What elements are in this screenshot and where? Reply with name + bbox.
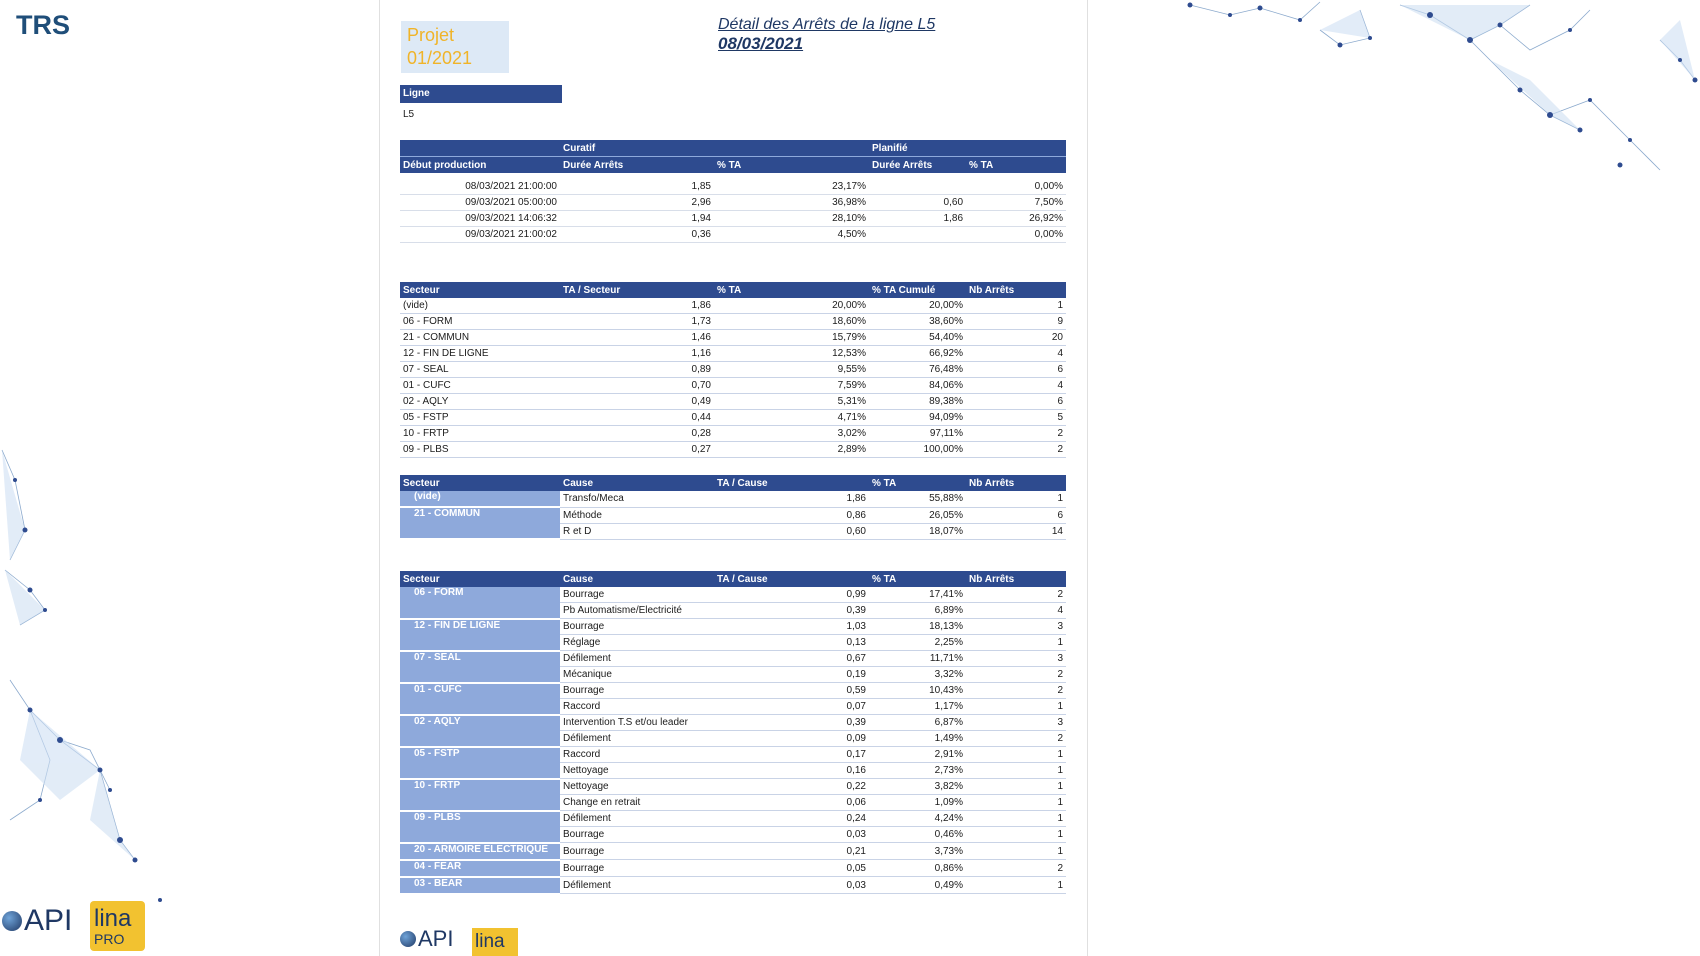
col-header: Nb Arrêts <box>966 571 1066 587</box>
cell-cause: Bourrage <box>560 860 714 877</box>
cell-value: 4 <box>966 346 1066 362</box>
projet-date: 01/2021 <box>407 48 473 68</box>
cell-value: 0,49 <box>560 394 714 410</box>
cell-value: 97,11% <box>869 426 966 442</box>
cell-secteur: 06 - FORM <box>400 587 560 619</box>
cell-cause: Nettoyage <box>560 763 714 779</box>
cell-value <box>869 227 966 243</box>
cell-value: 4,50% <box>714 227 869 243</box>
col-header: Nb Arrêts <box>966 475 1066 491</box>
api-lina-logo <box>2 898 152 956</box>
cell-secteur: 09 - PLBS <box>400 442 560 458</box>
cell-value: 5 <box>966 410 1066 426</box>
cell-value: 2 <box>966 731 1066 747</box>
document-title <box>718 16 935 54</box>
cell-secteur: (vide) <box>400 491 560 507</box>
cell-cause: Défilement <box>560 877 714 894</box>
cell-value: 18,07% <box>869 523 966 539</box>
col-header: TA / Cause <box>714 571 869 587</box>
cell-cause: Mécanique <box>560 667 714 683</box>
cell-secteur: 01 - CUFC <box>400 683 560 715</box>
group-curatif: Curatif <box>560 140 869 157</box>
table-row <box>400 394 1066 410</box>
projet-label: Projet <box>407 25 455 45</box>
table-row <box>400 683 1066 699</box>
cell-value: 2 <box>966 587 1066 603</box>
col-header: Secteur <box>400 571 560 587</box>
cell-value: 28,10% <box>714 211 869 227</box>
cell-value: 0,60 <box>869 195 966 211</box>
cell-value: 0,46% <box>869 827 966 843</box>
table-row <box>400 811 1066 827</box>
cell-cause: Raccord <box>560 747 714 763</box>
cell-value: 3,73% <box>869 843 966 860</box>
table-row <box>400 330 1066 346</box>
cell-value: 1,03 <box>714 619 869 635</box>
cell-value: 0,36 <box>560 227 714 243</box>
cell-secteur: 05 - FSTP <box>400 410 560 426</box>
cell-value: 0,67 <box>714 651 869 667</box>
report-page <box>379 0 1088 956</box>
table-row <box>400 227 1066 243</box>
table-row <box>400 211 1066 227</box>
secteur-table <box>400 282 1066 458</box>
cell-value: 23,17% <box>714 179 869 195</box>
cell-value: 6 <box>966 362 1066 378</box>
cell-secteur: 01 - CUFC <box>400 378 560 394</box>
lina-logo-box <box>472 928 518 956</box>
cell-date: 09/03/2021 05:00:00 <box>400 195 560 211</box>
cell-value: 4,71% <box>714 410 869 426</box>
cell-value: 1 <box>966 635 1066 651</box>
cell-value: 12,53% <box>714 346 869 362</box>
col-header: Cause <box>560 571 714 587</box>
cause-table-detail <box>400 571 1066 895</box>
cell-value: 2,25% <box>869 635 966 651</box>
cell-cause: Nettoyage <box>560 779 714 795</box>
lina-logo-text: lina <box>475 931 505 952</box>
api-logo-text: API <box>24 904 73 937</box>
cell-secteur: 02 - AQLY <box>400 715 560 747</box>
cell-value: 26,92% <box>966 211 1066 227</box>
cell-value: 1 <box>966 747 1066 763</box>
cell-value: 89,38% <box>869 394 966 410</box>
table-row <box>400 442 1066 458</box>
cell-value: 2 <box>966 667 1066 683</box>
cell-value: 0,22 <box>714 779 869 795</box>
cell-cause: R et D <box>560 523 714 539</box>
cell-value: 0,44 <box>560 410 714 426</box>
cell-value: 3 <box>966 715 1066 731</box>
cell-secteur: 07 - SEAL <box>400 362 560 378</box>
cell-value: 0,00% <box>966 227 1066 243</box>
api-globe-icon <box>2 911 22 931</box>
cell-value: 0,17 <box>714 747 869 763</box>
table-row <box>400 843 1066 860</box>
cell-value: 3,32% <box>869 667 966 683</box>
production-table <box>400 140 1066 243</box>
cell-value: 2 <box>966 426 1066 442</box>
cell-value: 3 <box>966 619 1066 635</box>
col-header: Secteur <box>400 475 560 491</box>
cell-value: 4,24% <box>869 811 966 827</box>
table-row <box>400 877 1066 894</box>
cell-value: 1 <box>966 699 1066 715</box>
cell-value: 1 <box>966 843 1066 860</box>
cell-value: 0,49% <box>869 877 966 894</box>
col-header: % TA <box>966 157 1066 174</box>
cell-value: 1,09% <box>869 795 966 811</box>
cell-value: 0,21 <box>714 843 869 860</box>
cell-value: 1,85 <box>560 179 714 195</box>
cell-secteur: 21 - COMMUN <box>400 507 560 539</box>
cell-date: 09/03/2021 14:06:32 <box>400 211 560 227</box>
cell-value: 38,60% <box>869 314 966 330</box>
cell-value: 3,82% <box>869 779 966 795</box>
cell-value: 1,73 <box>560 314 714 330</box>
cell-value: 0,24 <box>714 811 869 827</box>
cell-value: 20,00% <box>714 298 869 314</box>
cell-value: 0,07 <box>714 699 869 715</box>
cell-value: 84,06% <box>869 378 966 394</box>
cell-cause: Change en retrait <box>560 795 714 811</box>
table-row <box>400 747 1066 763</box>
cell-value: 3,02% <box>714 426 869 442</box>
cell-value: 3 <box>966 651 1066 667</box>
table-row <box>400 507 1066 523</box>
table-row <box>400 298 1066 314</box>
cell-value: 15,79% <box>714 330 869 346</box>
table-row <box>400 410 1066 426</box>
cell-value: 76,48% <box>869 362 966 378</box>
cell-value: 1,94 <box>560 211 714 227</box>
cell-value: 6,89% <box>869 603 966 619</box>
cell-value <box>869 179 966 195</box>
cell-cause: Méthode <box>560 507 714 523</box>
cell-value: 20,00% <box>869 298 966 314</box>
cell-value: 5,31% <box>714 394 869 410</box>
cell-value: 94,09% <box>869 410 966 426</box>
table-row <box>400 651 1066 667</box>
table-row <box>400 346 1066 362</box>
table-row <box>400 619 1066 635</box>
col-header: TA / Secteur <box>560 282 714 298</box>
cell-value: 1 <box>966 763 1066 779</box>
cell-value: 2 <box>966 442 1066 458</box>
cell-secteur: 05 - FSTP <box>400 747 560 779</box>
cell-value: 36,98% <box>714 195 869 211</box>
projet-badge <box>401 21 509 73</box>
cell-value: 14 <box>966 523 1066 539</box>
cell-value: 2,91% <box>869 747 966 763</box>
cell-secteur: 02 - AQLY <box>400 394 560 410</box>
cell-value: 10,43% <box>869 683 966 699</box>
cell-value: 20 <box>966 330 1066 346</box>
api-logo-text: API <box>418 926 454 951</box>
cell-value: 18,60% <box>714 314 869 330</box>
cell-value: 0,05 <box>714 860 869 877</box>
cell-value: 100,00% <box>869 442 966 458</box>
cell-value: 4 <box>966 378 1066 394</box>
slide-title: TRS <box>16 10 70 40</box>
cell-value: 0,60 <box>714 523 869 539</box>
cell-value: 1,16 <box>560 346 714 362</box>
cell-value: 66,92% <box>869 346 966 362</box>
table-row <box>400 378 1066 394</box>
cell-secteur: 12 - FIN DE LIGNE <box>400 619 560 651</box>
cell-value: 7,50% <box>966 195 1066 211</box>
cell-cause: Réglage <box>560 635 714 651</box>
table-row <box>400 587 1066 603</box>
table-row <box>400 779 1066 795</box>
table-row <box>400 362 1066 378</box>
col-header: Nb Arrêts <box>966 282 1066 298</box>
cell-value: 2,73% <box>869 763 966 779</box>
pro-logo-text: PRO <box>94 931 125 947</box>
cell-value: 2 <box>966 860 1066 877</box>
cell-value: 0,39 <box>714 603 869 619</box>
cell-cause: Défilement <box>560 811 714 827</box>
cell-cause: Défilement <box>560 731 714 747</box>
col-header: Début production <box>400 157 560 174</box>
cell-value: 0,16 <box>714 763 869 779</box>
cell-cause: Raccord <box>560 699 714 715</box>
cell-value: 0,86% <box>869 860 966 877</box>
network-decoration-left <box>0 440 170 920</box>
cell-value: 0,06 <box>714 795 869 811</box>
cell-value: 1,86 <box>869 211 966 227</box>
cell-value: 1 <box>966 795 1066 811</box>
table-header <box>400 140 560 157</box>
cell-secteur: 09 - PLBS <box>400 811 560 843</box>
col-header: Secteur <box>400 282 560 298</box>
cell-value: 1,86 <box>714 491 869 507</box>
network-decoration-top-right <box>1170 0 1700 180</box>
table-row <box>400 715 1066 731</box>
lina-logo-text: lina <box>94 905 132 932</box>
cell-value: 0,27 <box>560 442 714 458</box>
cell-value: 1,46 <box>560 330 714 346</box>
cell-secteur: 12 - FIN DE LIGNE <box>400 346 560 362</box>
cell-secteur: 06 - FORM <box>400 314 560 330</box>
cell-value: 1,86 <box>560 298 714 314</box>
cell-value: 6 <box>966 507 1066 523</box>
cell-value: 0,03 <box>714 877 869 894</box>
cell-secteur: 20 - ARMOIRE ELECTRIQUE <box>400 843 560 860</box>
cell-cause: Défilement <box>560 651 714 667</box>
cell-secteur: 21 - COMMUN <box>400 330 560 346</box>
cell-value: 1 <box>966 779 1066 795</box>
cell-secteur: 10 - FRTP <box>400 426 560 442</box>
cell-value: 1,17% <box>869 699 966 715</box>
col-header: Durée Arrêts <box>869 157 966 174</box>
cell-value: 1 <box>966 298 1066 314</box>
cell-value: 0,19 <box>714 667 869 683</box>
document-date: 08/03/2021 <box>718 34 804 53</box>
col-header: TA / Cause <box>714 475 869 491</box>
cell-value: 0,99 <box>714 587 869 603</box>
cell-cause: Intervention T.S et/ou leader <box>560 715 714 731</box>
cell-secteur: 10 - FRTP <box>400 779 560 811</box>
cell-value: 6,87% <box>869 715 966 731</box>
cell-secteur: 07 - SEAL <box>400 651 560 683</box>
cell-value: 0,09 <box>714 731 869 747</box>
cell-value: 2 <box>966 683 1066 699</box>
ligne-value: L5 <box>403 109 415 120</box>
group-planifie: Planifié <box>869 140 1066 157</box>
table-row <box>400 179 1066 195</box>
cell-value: 17,41% <box>869 587 966 603</box>
cell-date: 08/03/2021 21:00:00 <box>400 179 560 195</box>
table-row <box>400 195 1066 211</box>
lina-logo-box <box>90 901 145 951</box>
col-header: % TA Cumulé <box>869 282 966 298</box>
cell-value: 0,03 <box>714 827 869 843</box>
cell-secteur: 04 - FEAR <box>400 860 560 877</box>
cell-value: 54,40% <box>869 330 966 346</box>
cell-value: 1,49% <box>869 731 966 747</box>
cell-cause: Bourrage <box>560 619 714 635</box>
document-title-line: Détail des Arrêts de la ligne L5 <box>718 16 936 33</box>
cell-cause: Bourrage <box>560 587 714 603</box>
cell-value: 1 <box>966 811 1066 827</box>
cell-secteur: 03 - BEAR <box>400 877 560 894</box>
cell-value: 0,00% <box>966 179 1066 195</box>
table-row <box>400 426 1066 442</box>
cell-value: 55,88% <box>869 491 966 507</box>
cell-value: 7,59% <box>714 378 869 394</box>
col-header: Cause <box>560 475 714 491</box>
cell-cause: Pb Automatisme/Electricité <box>560 603 714 619</box>
table-row <box>400 491 1066 507</box>
cell-value: 6 <box>966 394 1066 410</box>
table-row <box>400 314 1066 330</box>
cell-value: 0,89 <box>560 362 714 378</box>
cell-value: 0,70 <box>560 378 714 394</box>
cell-value: 0,39 <box>714 715 869 731</box>
cell-value: 1 <box>966 827 1066 843</box>
cell-value: 18,13% <box>869 619 966 635</box>
cell-cause: Bourrage <box>560 843 714 860</box>
col-header: % TA <box>714 282 869 298</box>
cell-value: 1 <box>966 491 1066 507</box>
table-row <box>400 860 1066 877</box>
cell-value: 11,71% <box>869 651 966 667</box>
cell-value: 1 <box>966 877 1066 894</box>
cell-value: 9,55% <box>714 362 869 378</box>
cell-value: 4 <box>966 603 1066 619</box>
cell-value: 0,86 <box>714 507 869 523</box>
ligne-header: Ligne <box>400 85 562 103</box>
cell-cause: Transfo/Meca <box>560 491 714 507</box>
cell-date: 09/03/2021 21:00:02 <box>400 227 560 243</box>
cell-secteur: (vide) <box>400 298 560 314</box>
cause-table-top <box>400 475 1066 540</box>
cell-value: 0,13 <box>714 635 869 651</box>
page-footer-logo <box>400 926 520 956</box>
col-header: % TA <box>869 571 966 587</box>
cell-value: 0,59 <box>714 683 869 699</box>
col-header: % TA <box>714 157 869 174</box>
cell-value: 9 <box>966 314 1066 330</box>
cell-value: 0,28 <box>560 426 714 442</box>
cell-value: 2,89% <box>714 442 869 458</box>
cell-cause: Bourrage <box>560 683 714 699</box>
cell-cause: Bourrage <box>560 827 714 843</box>
cell-value: 2,96 <box>560 195 714 211</box>
col-header: % TA <box>869 475 966 491</box>
col-header: Durée Arrêts <box>560 157 714 174</box>
cell-value: 26,05% <box>869 507 966 523</box>
api-globe-icon <box>400 931 416 947</box>
